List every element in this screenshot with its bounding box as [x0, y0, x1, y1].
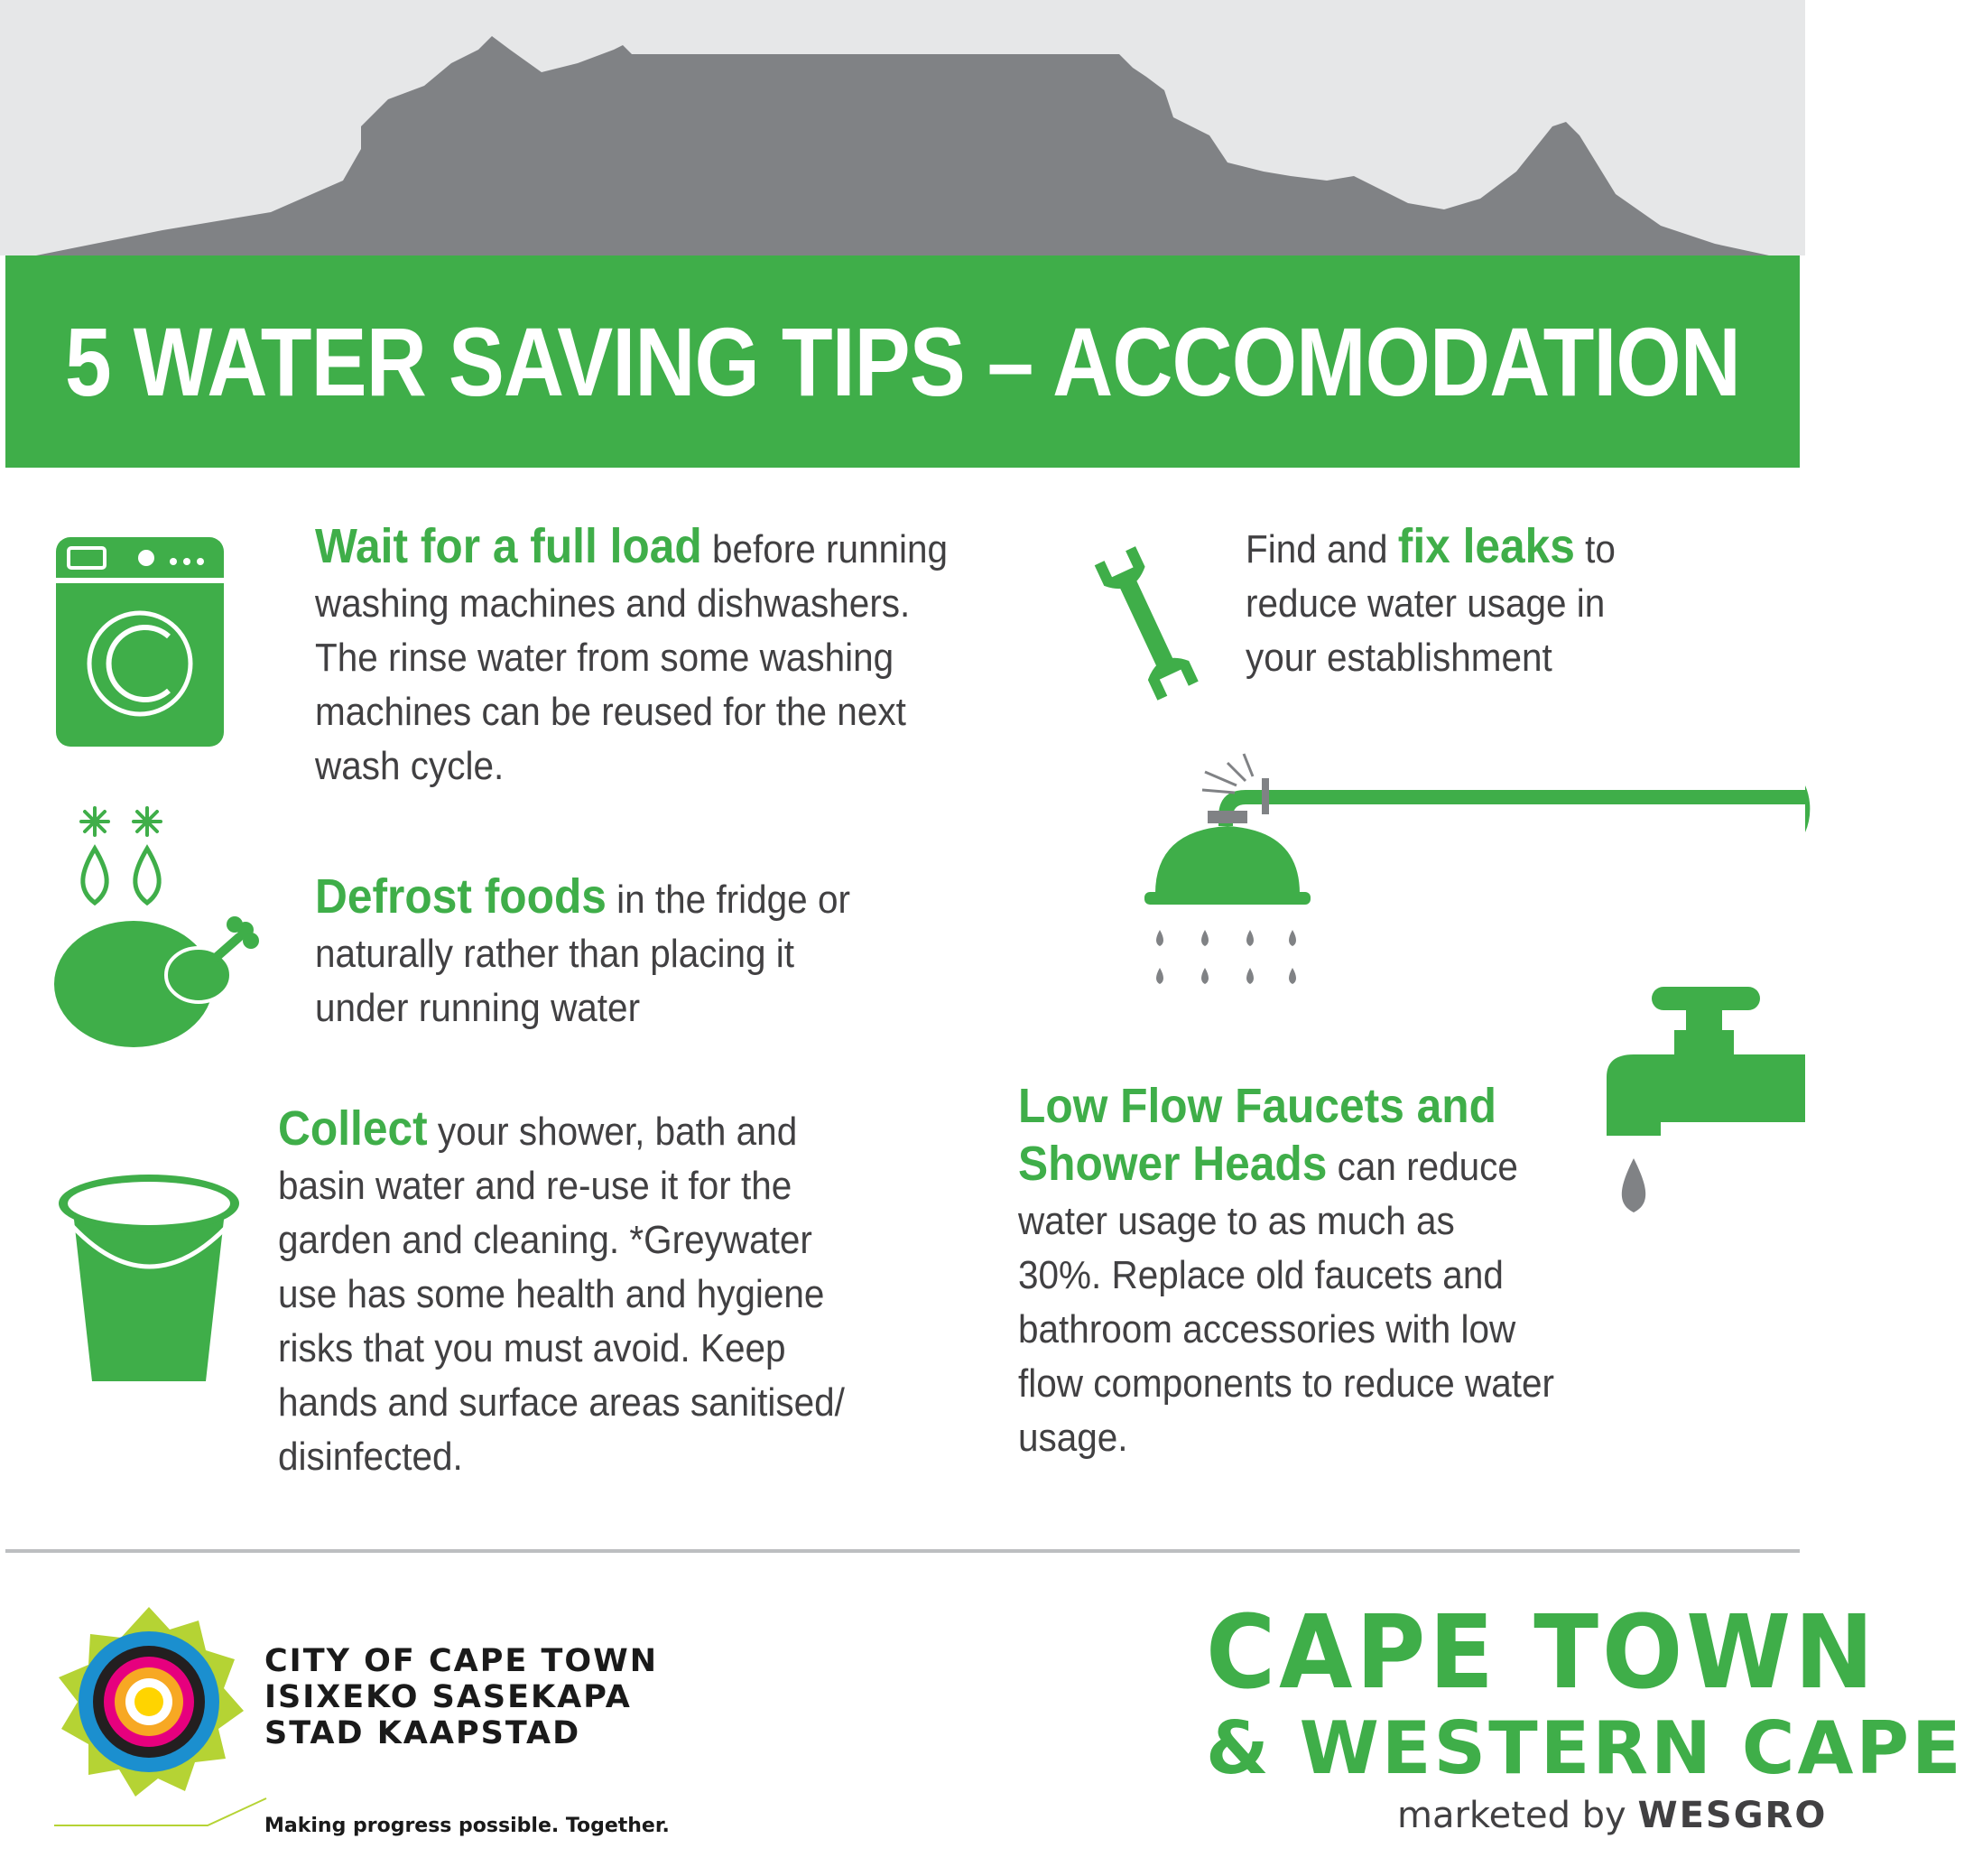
city-of-cape-town-logo — [54, 1607, 244, 1797]
bucket-icon — [54, 1172, 244, 1381]
tip-line: in the fridge or — [606, 878, 850, 922]
tip-line: naturally rather than placing it — [315, 932, 795, 976]
tip-line: under running water — [315, 986, 641, 1030]
brand-western-cape: & WESTERN CAPE — [1206, 1706, 1964, 1790]
tip-line: disinfected. — [278, 1435, 463, 1479]
tip-collect-highlight: Collect — [278, 1101, 428, 1156]
tip-fix-leaks-highlight: fix leaks — [1397, 519, 1575, 573]
tip-line: Find and — [1246, 527, 1398, 571]
shower-head-icon — [1137, 731, 1805, 1002]
tip-line: your establishment — [1246, 636, 1552, 680]
tip-line: reduce water usage in — [1246, 581, 1606, 626]
city-name-line: CITY OF CAPE TOWN — [264, 1643, 659, 1679]
tip-line: use has some health and hygiene — [278, 1272, 825, 1316]
tip-line: basin water and re-use it for the — [278, 1164, 792, 1208]
frozen-chicken-icon — [54, 803, 262, 1047]
tip-line: your shower, bath and — [427, 1110, 798, 1154]
washing-machine-icon — [56, 537, 224, 747]
tip-collect — [278, 1101, 959, 1484]
wrench-icon — [1097, 544, 1196, 702]
brand-cape-town: CAPE TOWN — [1206, 1594, 1877, 1712]
tip-line: risks that you must avoid. Keep — [278, 1326, 786, 1370]
tip-low-flow-highlight: Low Flow Faucets and — [1018, 1079, 1496, 1133]
tip-line: wash cycle. — [315, 744, 505, 788]
tip-line: before running — [701, 527, 949, 571]
tagline-swoosh — [54, 1797, 271, 1833]
footer-divider — [5, 1549, 1800, 1553]
tagline: Making progress possible. Together. — [264, 1815, 670, 1837]
tip-line: flow components to reduce water — [1018, 1361, 1555, 1406]
tip-line: bathroom accessories with low — [1018, 1307, 1516, 1351]
page-title: 5 WATER SAVING TIPS – ACCOMODATION — [65, 307, 1740, 416]
tip-line: hands and surface areas sanitised/ — [278, 1380, 845, 1425]
tip-defrost-highlight: Defrost foods — [315, 869, 607, 924]
tip-line: washing machines and dishwashers. — [315, 581, 911, 626]
city-name-block — [264, 1643, 658, 1751]
tip-full-load-highlight: Wait for a full load — [315, 519, 702, 573]
tip-line: to — [1574, 527, 1616, 571]
tip-line: The rinse water from some washing — [315, 636, 894, 680]
tip-line: water usage to as much as — [1018, 1199, 1455, 1243]
tip-line: garden and cleaning. *Greywater — [278, 1218, 812, 1262]
wesgro-logo: WESGRO — [1637, 1795, 1828, 1836]
tip-line: 30%. Replace old faucets and — [1018, 1253, 1504, 1297]
marketed-by — [1397, 1795, 1827, 1836]
tip-low-flow-highlight: Shower Heads — [1018, 1137, 1328, 1191]
city-name-line: ISIXEKO SASEKAPA — [264, 1679, 632, 1715]
tip-line: can reduce — [1327, 1145, 1518, 1189]
city-name-line: STAD KAAPSTAD — [264, 1715, 581, 1751]
tip-line: machines can be reused for the next — [315, 690, 906, 734]
tip-line: usage. — [1018, 1416, 1128, 1460]
tip-full-load — [315, 519, 996, 794]
faucet-icon — [1598, 987, 1805, 1231]
table-mountain-illustration — [0, 0, 1805, 262]
tip-defrost — [315, 869, 996, 1036]
tip-low-flow — [1018, 1079, 1616, 1465]
marketed-by-label: marketed by — [1397, 1795, 1626, 1836]
tip-fix-leaks — [1246, 519, 1760, 685]
